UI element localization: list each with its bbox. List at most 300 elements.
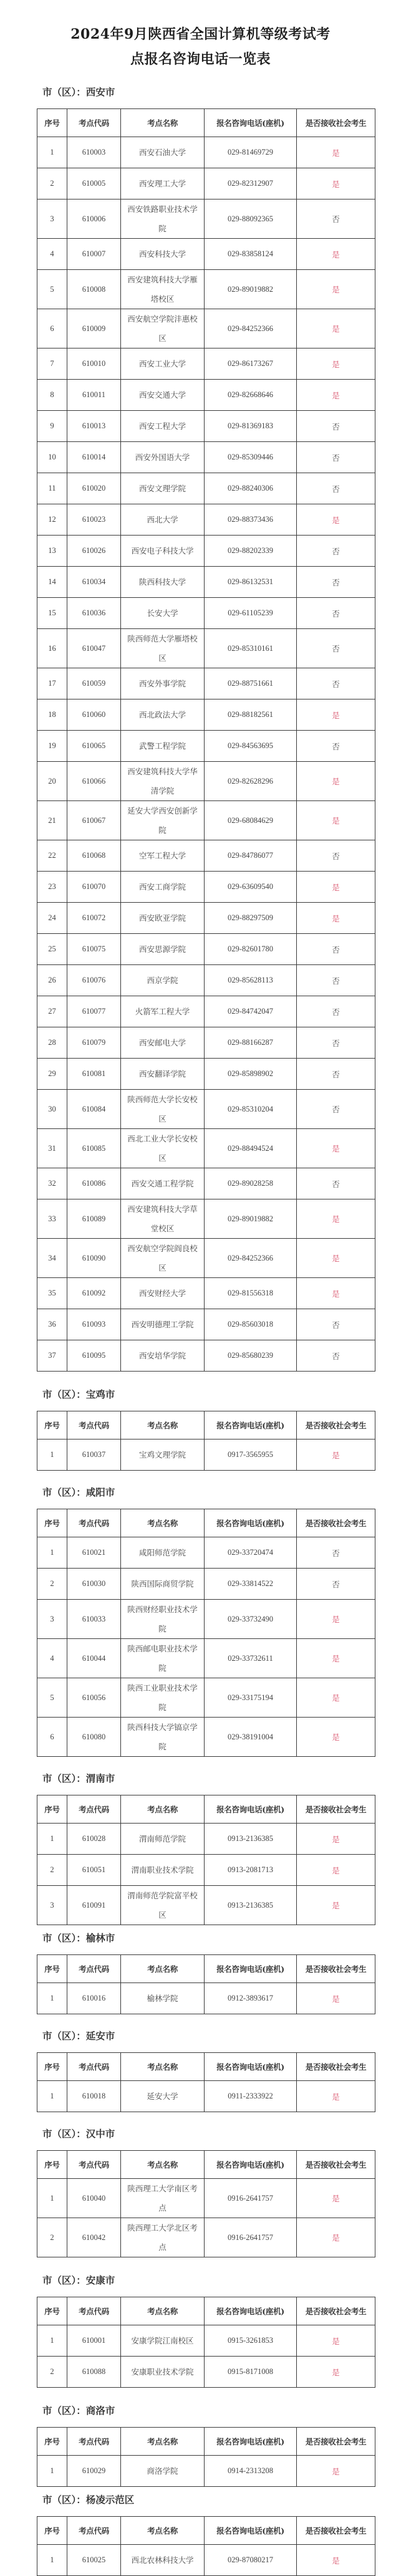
header-index: 序号 [37, 2428, 67, 2456]
site-name: 西安工程大学 [121, 411, 205, 442]
header-index: 序号 [37, 1411, 67, 1439]
site-name: 西安建筑科技大学草堂校区 [121, 1199, 205, 1239]
site-code: 610011 [67, 380, 121, 411]
table-row [37, 1309, 375, 1340]
site-code: 610093 [67, 1309, 121, 1340]
accept-public-status: 否 [297, 411, 375, 442]
row-index: 12 [37, 504, 67, 536]
header-index: 序号 [37, 2517, 67, 2545]
phone-number: 029-84786077 [205, 840, 297, 872]
phone-number: 029-82312907 [205, 168, 297, 199]
site-code: 610018 [67, 2081, 121, 2112]
table-row [37, 1027, 375, 1059]
accept-public-status: 否 [297, 1340, 375, 1372]
row-index: 2 [37, 2357, 67, 2388]
row-index: 30 [37, 1090, 67, 1129]
table-header-row [37, 2151, 375, 2179]
accept-public-status: 否 [297, 1090, 375, 1129]
site-code: 610095 [67, 1340, 121, 1372]
site-name: 陕西财经职业技术学院 [121, 1600, 205, 1639]
city-heading: 市（区）：商洛市 [42, 2405, 115, 2416]
site-name: 陕西国际商贸学院 [121, 1569, 205, 1600]
header-site-name: 考点名称 [121, 109, 205, 137]
site-code: 610037 [67, 1439, 121, 1471]
table-row [37, 504, 375, 536]
row-index: 1 [37, 2179, 67, 2218]
header-index: 序号 [37, 2053, 67, 2081]
table-row [37, 2325, 375, 2357]
table-row [37, 1718, 375, 1757]
row-index: 32 [37, 1168, 67, 1199]
site-name: 西安石油大学 [121, 137, 205, 168]
phone-number: 029-84252366 [205, 309, 297, 348]
header-site-name: 考点名称 [121, 2053, 205, 2081]
row-index: 1 [37, 2456, 67, 2487]
header-site-name: 考点名称 [121, 1955, 205, 1983]
table-row [37, 2357, 375, 2388]
site-name: 陕西工业职业技术学院 [121, 1678, 205, 1718]
table-row [37, 840, 375, 872]
header-site-code: 考点代码 [67, 1509, 121, 1537]
table-row [37, 762, 375, 801]
site-code: 610070 [67, 872, 121, 903]
header-site-name: 考点名称 [121, 1509, 205, 1537]
table-header-row [37, 1955, 375, 1983]
phone-number: 0916-2641757 [205, 2218, 297, 2257]
exam-site-table [37, 2427, 375, 2487]
site-name: 西安翻译学院 [121, 1059, 205, 1090]
phone-number: 0915-3261853 [205, 2325, 297, 2357]
header-accept-public: 是否接收社会考生 [297, 2297, 375, 2325]
row-index: 3 [37, 1886, 67, 1925]
header-site-code: 考点代码 [67, 1411, 121, 1439]
header-phone: 报名咨询电话(座机) [205, 1955, 297, 1983]
accept-public-status: 否 [297, 1537, 375, 1569]
phone-number: 029-82628296 [205, 762, 297, 801]
site-name: 西安外事学院 [121, 668, 205, 699]
phone-number: 029-85628113 [205, 965, 297, 996]
site-code: 610008 [67, 270, 121, 309]
accept-public-status: 是 [297, 1824, 375, 1855]
site-code: 610066 [67, 762, 121, 801]
row-index: 2 [37, 1569, 67, 1600]
accept-public-status: 是 [297, 309, 375, 348]
accept-public-status: 是 [297, 1855, 375, 1886]
table-row [37, 199, 375, 239]
phone-number: 029-84252366 [205, 1239, 297, 1278]
row-index: 6 [37, 309, 67, 348]
site-code: 610075 [67, 934, 121, 965]
table-row [37, 1569, 375, 1600]
accept-public-status: 是 [297, 2179, 375, 2218]
row-index: 37 [37, 1340, 67, 1372]
site-name: 西安电子科技大学 [121, 536, 205, 567]
accept-public-status: 否 [297, 629, 375, 668]
accept-public-status: 是 [297, 137, 375, 168]
site-code: 610072 [67, 903, 121, 934]
table-row [37, 137, 375, 168]
row-index: 10 [37, 442, 67, 473]
accept-public-status: 是 [297, 1129, 375, 1168]
site-name: 武警工程学院 [121, 731, 205, 762]
phone-number: 029-88182561 [205, 699, 297, 731]
site-name: 长安大学 [121, 598, 205, 629]
header-site-code: 考点代码 [67, 2151, 121, 2179]
row-index: 18 [37, 699, 67, 731]
phone-number: 029-88751661 [205, 668, 297, 699]
city-heading: 市（区）：渭南市 [42, 1772, 115, 1784]
header-site-name: 考点名称 [121, 2297, 205, 2325]
accept-public-status: 是 [297, 2357, 375, 2388]
accept-public-status: 否 [297, 1168, 375, 1199]
accept-public-status: 是 [297, 168, 375, 199]
phone-number: 029-85680239 [205, 1340, 297, 1372]
city-heading: 市（区）：杨凌示范区 [42, 2494, 135, 2506]
header-site-code: 考点代码 [67, 2053, 121, 2081]
header-site-code: 考点代码 [67, 2428, 121, 2456]
table-row [37, 965, 375, 996]
table-row [37, 1855, 375, 1886]
site-name: 西北政法大学 [121, 699, 205, 731]
table-row [37, 442, 375, 473]
header-accept-public: 是否接收社会考生 [297, 1955, 375, 1983]
phone-number: 029-33720474 [205, 1537, 297, 1569]
row-index: 1 [37, 137, 67, 168]
phone-number: 029-33175194 [205, 1678, 297, 1718]
row-index: 1 [37, 2545, 67, 2576]
site-code: 610006 [67, 199, 121, 239]
site-name: 宝鸡文理学院 [121, 1439, 205, 1471]
site-name: 西安交通大学 [121, 380, 205, 411]
site-code: 610092 [67, 1278, 121, 1309]
row-index: 26 [37, 965, 67, 996]
header-index: 序号 [37, 1955, 67, 1983]
accept-public-status: 否 [297, 567, 375, 598]
accept-public-status: 是 [297, 1239, 375, 1278]
row-index: 28 [37, 1027, 67, 1059]
table-row [37, 598, 375, 629]
accept-public-status: 否 [297, 1059, 375, 1090]
row-index: 6 [37, 1718, 67, 1757]
site-name: 西北农林科技大学 [121, 2545, 205, 2576]
phone-number: 0913-2081713 [205, 1855, 297, 1886]
header-index: 序号 [37, 109, 67, 137]
accept-public-status: 否 [297, 668, 375, 699]
phone-number: 029-81469729 [205, 137, 297, 168]
table-header-row [37, 2428, 375, 2456]
accept-public-status: 是 [297, 1199, 375, 1239]
phone-number: 029-88297509 [205, 903, 297, 934]
table-row [37, 567, 375, 598]
header-phone: 报名咨询电话(座机) [205, 1795, 297, 1824]
page-title [26, 22, 375, 72]
phone-number: 029-83858124 [205, 239, 297, 270]
site-name: 火箭军工程大学 [121, 996, 205, 1027]
site-code: 610090 [67, 1239, 121, 1278]
site-code: 610033 [67, 1600, 121, 1639]
phone-number: 029-38191004 [205, 1718, 297, 1757]
table-row [37, 2456, 375, 2487]
table-row [37, 1678, 375, 1718]
accept-public-status: 是 [297, 2456, 375, 2487]
site-name: 西安工业大学 [121, 348, 205, 380]
site-name: 西安建筑科技大学华清学院 [121, 762, 205, 801]
phone-number: 0915-8171008 [205, 2357, 297, 2388]
phone-number: 029-88373436 [205, 504, 297, 536]
table-row [37, 934, 375, 965]
site-code: 610040 [67, 2179, 121, 2218]
accept-public-status: 是 [297, 2325, 375, 2357]
city-heading: 市（区）：汉中市 [42, 2128, 115, 2140]
site-code: 610023 [67, 504, 121, 536]
site-code: 610060 [67, 699, 121, 731]
site-code: 610001 [67, 2325, 121, 2357]
row-index: 15 [37, 598, 67, 629]
site-name: 陕西理工大学南区考点 [121, 2179, 205, 2218]
header-index: 序号 [37, 2297, 67, 2325]
site-code: 610028 [67, 1824, 121, 1855]
accept-public-status: 是 [297, 762, 375, 801]
table-row [37, 2545, 375, 2576]
phone-number: 0913-2136385 [205, 1886, 297, 1925]
site-name: 西北大学 [121, 504, 205, 536]
site-code: 610009 [67, 309, 121, 348]
site-name: 陕西理工大学北区考点 [121, 2218, 205, 2257]
row-index: 16 [37, 629, 67, 668]
site-name: 空军工程大学 [121, 840, 205, 872]
table-header-row [37, 1411, 375, 1439]
city-heading: 市（区）：西安市 [42, 86, 115, 98]
site-code: 610026 [67, 536, 121, 567]
accept-public-status: 否 [297, 1027, 375, 1059]
table-row [37, 168, 375, 199]
accept-public-status: 否 [297, 996, 375, 1027]
table-row [37, 1340, 375, 1372]
header-site-code: 考点代码 [67, 2297, 121, 2325]
table-row [37, 473, 375, 504]
row-index: 13 [37, 536, 67, 567]
phone-number: 029-86132531 [205, 567, 297, 598]
row-index: 1 [37, 1439, 67, 1471]
table-header-row [37, 109, 375, 137]
site-name: 咸阳师范学院 [121, 1537, 205, 1569]
table-row [37, 996, 375, 1027]
city-heading: 市（区）：宝鸡市 [42, 1388, 115, 1400]
exam-site-table [37, 1954, 375, 2014]
table-row [37, 668, 375, 699]
row-index: 22 [37, 840, 67, 872]
header-site-name: 考点名称 [121, 1795, 205, 1824]
row-index: 1 [37, 2325, 67, 2357]
phone-number: 029-88092365 [205, 199, 297, 239]
site-code: 610003 [67, 137, 121, 168]
phone-number: 029-63609540 [205, 872, 297, 903]
accept-public-status: 否 [297, 1309, 375, 1340]
exam-site-table [37, 108, 375, 1372]
table-row [37, 1983, 375, 2014]
site-name: 安康职业技术学院 [121, 2357, 205, 2388]
site-code: 610036 [67, 598, 121, 629]
accept-public-status: 是 [297, 903, 375, 934]
phone-number: 0912-3893617 [205, 1983, 297, 2014]
row-index: 5 [37, 270, 67, 309]
site-name: 陕西科技大学镐京学院 [121, 1718, 205, 1757]
phone-number: 029-88494524 [205, 1129, 297, 1168]
header-phone: 报名咨询电话(座机) [205, 2517, 297, 2545]
site-code: 610025 [67, 2545, 121, 2576]
site-code: 610084 [67, 1090, 121, 1129]
site-code: 610065 [67, 731, 121, 762]
accept-public-status: 否 [297, 598, 375, 629]
row-index: 20 [37, 762, 67, 801]
phone-number: 029-89019882 [205, 1199, 297, 1239]
table-row [37, 629, 375, 668]
row-index: 14 [37, 567, 67, 598]
site-name: 渭南职业技术学院 [121, 1855, 205, 1886]
header-accept-public: 是否接收社会考生 [297, 109, 375, 137]
site-name: 渭南师范学院富平校区 [121, 1886, 205, 1925]
site-name: 陕西师范大学雁塔校区 [121, 629, 205, 668]
table-row [37, 2081, 375, 2112]
site-code: 610079 [67, 1027, 121, 1059]
row-index: 2 [37, 2218, 67, 2257]
phone-number: 029-85310161 [205, 629, 297, 668]
phone-number: 029-81369183 [205, 411, 297, 442]
site-code: 610051 [67, 1855, 121, 1886]
row-index: 9 [37, 411, 67, 442]
phone-number: 0911-2333922 [205, 2081, 297, 2112]
phone-number: 029-33814522 [205, 1569, 297, 1600]
accept-public-status: 否 [297, 442, 375, 473]
table-row [37, 1239, 375, 1278]
exam-site-table [37, 1795, 375, 1925]
header-site-code: 考点代码 [67, 2517, 121, 2545]
header-index: 序号 [37, 2151, 67, 2179]
site-name: 西安文理学院 [121, 473, 205, 504]
table-header-row [37, 2517, 375, 2545]
phone-number: 029-88202339 [205, 536, 297, 567]
header-phone: 报名咨询电话(座机) [205, 109, 297, 137]
site-name: 西安财经大学 [121, 1278, 205, 1309]
site-code: 610042 [67, 2218, 121, 2257]
header-site-code: 考点代码 [67, 109, 121, 137]
site-name: 渭南师范学院 [121, 1824, 205, 1855]
site-code: 610020 [67, 473, 121, 504]
site-code: 610076 [67, 965, 121, 996]
phone-number: 029-86173267 [205, 348, 297, 380]
table-row [37, 1129, 375, 1168]
city-heading: 市（区）：榆林市 [42, 1932, 115, 1944]
header-phone: 报名咨询电话(座机) [205, 1411, 297, 1439]
phone-number: 0914-2313208 [205, 2456, 297, 2487]
header-accept-public: 是否接收社会考生 [297, 1509, 375, 1537]
header-accept-public: 是否接收社会考生 [297, 2151, 375, 2179]
table-row [37, 536, 375, 567]
row-index: 24 [37, 903, 67, 934]
site-name: 陕西师范大学长安校区 [121, 1090, 205, 1129]
accept-public-status: 是 [297, 239, 375, 270]
site-name: 西安欧亚学院 [121, 903, 205, 934]
table-row [37, 1059, 375, 1090]
site-name: 延安大学西安创新学院 [121, 801, 205, 840]
row-index: 11 [37, 473, 67, 504]
site-code: 610091 [67, 1886, 121, 1925]
phone-number: 029-89028258 [205, 1168, 297, 1199]
exam-site-table [37, 1411, 375, 1471]
accept-public-status: 是 [297, 2545, 375, 2576]
phone-number: 029-81556318 [205, 1278, 297, 1309]
row-index: 3 [37, 199, 67, 239]
phone-number: 029-85310204 [205, 1090, 297, 1129]
table-row [37, 1168, 375, 1199]
site-code: 610044 [67, 1639, 121, 1678]
site-code: 610081 [67, 1059, 121, 1090]
accept-public-status: 否 [297, 840, 375, 872]
table-row [37, 380, 375, 411]
row-index: 5 [37, 1678, 67, 1718]
accept-public-status: 是 [297, 699, 375, 731]
city-heading: 市（区）：延安市 [42, 2030, 115, 2042]
accept-public-status: 否 [297, 934, 375, 965]
site-name: 西京学院 [121, 965, 205, 996]
row-index: 2 [37, 1855, 67, 1886]
phone-number: 029-88240306 [205, 473, 297, 504]
accept-public-status: 否 [297, 473, 375, 504]
header-accept-public: 是否接收社会考生 [297, 1411, 375, 1439]
accept-public-status: 是 [297, 1983, 375, 2014]
site-code: 610068 [67, 840, 121, 872]
site-name: 延安大学 [121, 2081, 205, 2112]
site-name: 陕西科技大学 [121, 567, 205, 598]
site-name: 西安科技大学 [121, 239, 205, 270]
table-row [37, 2218, 375, 2257]
accept-public-status: 否 [297, 199, 375, 239]
phone-number: 029-85898902 [205, 1059, 297, 1090]
city-sections [0, 85, 401, 2576]
table-row [37, 1639, 375, 1678]
table-row [37, 903, 375, 934]
header-site-name: 考点名称 [121, 2517, 205, 2545]
site-code: 610021 [67, 1537, 121, 1569]
site-name: 西安理工大学 [121, 168, 205, 199]
site-name: 西安航空学院沣惠校区 [121, 309, 205, 348]
site-code: 610086 [67, 1168, 121, 1199]
header-phone: 报名咨询电话(座机) [205, 2297, 297, 2325]
phone-number: 029-85603018 [205, 1309, 297, 1340]
phone-number: 029-89019882 [205, 270, 297, 309]
site-code: 610056 [67, 1678, 121, 1718]
site-name: 西安建筑科技大学雁塔校区 [121, 270, 205, 309]
accept-public-status: 是 [297, 872, 375, 903]
site-code: 610034 [67, 567, 121, 598]
row-index: 25 [37, 934, 67, 965]
site-code: 610080 [67, 1718, 121, 1757]
header-phone: 报名咨询电话(座机) [205, 2428, 297, 2456]
accept-public-status: 是 [297, 2081, 375, 2112]
row-index: 1 [37, 1824, 67, 1855]
table-row [37, 1537, 375, 1569]
site-name: 陕西邮电职业技术学院 [121, 1639, 205, 1678]
table-header-row [37, 1509, 375, 1537]
exam-site-table [37, 2150, 375, 2257]
row-index: 34 [37, 1239, 67, 1278]
header-index: 序号 [37, 1795, 67, 1824]
city-heading: 市（区）：安康市 [42, 2274, 115, 2286]
row-index: 2 [37, 168, 67, 199]
table-row [37, 1886, 375, 1925]
header-index: 序号 [37, 1509, 67, 1537]
row-index: 1 [37, 1537, 67, 1569]
